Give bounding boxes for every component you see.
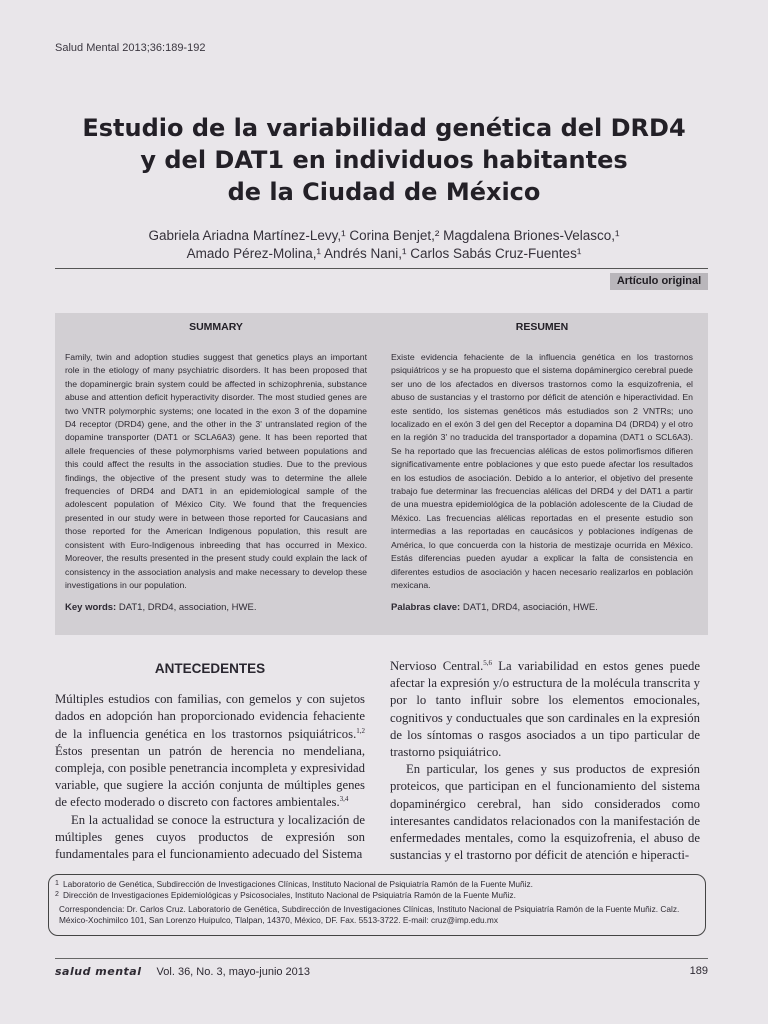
footnote-1 bbox=[49, 879, 705, 890]
body-text: Éstos presentan un patrón de herencia no mendeliana, compleja, con posible penetrancia incompleta y expresividad variable, que sugiere la acción conjunta de múltiples genes de efecto moderado o discreto con factores ambientales. bbox=[55, 743, 365, 810]
footer-divider bbox=[55, 958, 708, 959]
title-line-1: Estudio de la variabilidad genética del DRD4 bbox=[82, 114, 686, 142]
summary-keywords-value: DAT1, DRD4, association, HWE. bbox=[118, 602, 257, 613]
authors-line-1: Gabriela Ariadna Martínez-Levy,¹ Corina Benjet,² Magdalena Briones-Velasco,¹ bbox=[148, 228, 620, 243]
title-divider bbox=[55, 268, 708, 269]
citation-ref: 5,6 bbox=[483, 658, 493, 667]
body-text: Múltiples estudios con familias, con gemelos y con sujetos dados en adopción han proporcionado evidencia fehaciente de la influencia genética en los trastornos psiquiátricos. bbox=[55, 692, 365, 741]
page-number: 189 bbox=[689, 965, 708, 977]
resumen-keywords-label: Palabras clave: bbox=[391, 602, 461, 613]
body-paragraph bbox=[55, 691, 365, 811]
section-heading-antecedentes: ANTECEDENTES bbox=[154, 661, 266, 676]
issue-info: Vol. 36, No. 3, mayo-junio 2013 bbox=[156, 966, 311, 978]
body-text: Nervioso Central. bbox=[390, 659, 484, 673]
resumen-keywords bbox=[391, 602, 598, 613]
summary-heading: SUMMARY bbox=[189, 321, 243, 333]
resumen-keywords-value: DAT1, DRD4, asociación, HWE. bbox=[462, 602, 598, 613]
resumen-heading: RESUMEN bbox=[515, 321, 569, 333]
article-title bbox=[40, 112, 728, 208]
citation-ref: 3,4 bbox=[339, 795, 349, 804]
summary-keywords-label: Key words: bbox=[65, 602, 117, 613]
resumen-text: Existe evidencia fehaciente de la influencia genética en los trastornos psiquiátricos y se ha propuesto que el sistema dopáminergico cerebral puede ser uno de los afectados en diversos trastornos como la esquizofrenia, el abuso de sustancias y el trastorno por déficit de atención e hiperactividad. En este sentido, los sistemas genéticos más estudiados son 2 VNTRs; uno localizado en el exón 3 del gen del Receptor a dopamina D4 (DRD4) y el otro en la región 3' no traducida del transportador a dopamina (DAT1 o SCL6A3). Se ha reportado que las frecuencias alélicas de estos polimorfismos difieren significativamente entre poblaciones y que esto puede afectar los resultados en los estudios de asociación. Debido a lo anterior, el objetivo del presente trabajo fue determinar las frecuencias alélicas del DRD4 y del DAT1 a partir de una muestra epidemiológica de la población adolescente de la Ciudad de México. Las frecuencias alélicas reportadas en el presente estudio son intermedias a las reportadas en caucásicos y poblaciones indígenas de América, lo que concuerda con la historia de mestizaje ocurrida en México. Estás diferencias pueden ayudar a explicar la falta de consistencia en diferentes estudios de asociación y hacen necesario realizarlos en población mexicana. bbox=[391, 352, 693, 590]
article-type-badge: Artículo original bbox=[610, 273, 708, 290]
body-paragraph: En particular, los genes y sus productos de expresión proteicos, que participan en el funcionamiento del sistema dopaminérgico cerebral, han sido considerados como interesantes candidatos relacionados con la manifestación de enfermedades mentales, como la esquizofrenia, el abuso de sustancias y el trastorno por déficit de atención e hiperacti- bbox=[390, 762, 700, 863]
body-column-left bbox=[55, 658, 365, 863]
body-paragraph bbox=[390, 658, 700, 761]
footnote-marker: 2 bbox=[55, 891, 59, 898]
author-list bbox=[40, 227, 728, 263]
body-paragraph: En la actualidad se conoce la estructura y localización de múltiples genes cuyos productos de expresión son fundamentales para el funcionamiento adecuado del Sistema bbox=[55, 812, 365, 862]
affiliations-box bbox=[48, 874, 706, 936]
footnote-text: Dirección de Investigaciones Epidemiológicas y Psicosociales, Instituto Nacional de Psiquiatría Ramón de la Fuente Muñiz. bbox=[63, 890, 516, 900]
summary-column bbox=[65, 313, 367, 592]
citation-ref: 1,2 bbox=[356, 726, 365, 735]
abstract-panel bbox=[55, 313, 708, 635]
summary-keywords bbox=[65, 602, 256, 613]
footnote-2 bbox=[49, 890, 705, 901]
resumen-column bbox=[391, 313, 693, 592]
body-column-right bbox=[390, 658, 700, 864]
running-head: Salud Mental 2013;36:189-192 bbox=[55, 42, 206, 54]
title-line-2: y del DAT1 en individuos habitantes bbox=[140, 146, 628, 174]
body-text: La variabilidad en estos genes puede afectar la expresión y/o estructura de la molécula transcrita y por lo tanto influir sobre los elementos emocionales, cognitivos y conductuales que son cardinales en la expresión de los síntomas o rasgos asociados a un tipo particular de trastorno psiquiátrico. bbox=[390, 659, 700, 760]
footnote-marker: 1 bbox=[55, 880, 59, 887]
title-line-3: de la Ciudad de México bbox=[227, 178, 541, 206]
footnote-text: Laboratorio de Genética, Subdirección de Investigaciones Clínicas, Instituto Nacional de Psiquiatría Ramón de la Fuente Muñiz. bbox=[63, 879, 533, 889]
authors-line-2: Amado Pérez-Molina,¹ Andrés Nani,¹ Carlos Sabás Cruz-Fuentes¹ bbox=[186, 246, 582, 261]
journal-logo: salud mental bbox=[55, 965, 142, 978]
correspondence-note: Correspondencia: Dr. Carlos Cruz. Laboratorio de Genética, Subdirección de Investigaciones Clínicas, Instituto Nacional de Psiquiatría Ramón de la Fuente Muñiz. Calz. México-Xochimilco 101, San Lorenzo Huipulco, Tlalpan, 14370, México, DF. Fax. 5513-3722. E-mail: cruz@imp.edu.mx bbox=[59, 904, 680, 925]
journal-footer bbox=[55, 965, 310, 978]
summary-text: Family, twin and adoption studies suggest that genetics plays an important role in the etiology of many psychiatric disorders. It has been proposed that the dopaminergic brain system could be affected in schizophrenia, substance abuse and attention deficit hyperactivity disorder. The most studied genes are two VNTR polymorphic systems; one located in the exon 3 of the dopamine D4 receptor (DRD4) gene, and the other in the 3' untranslated region of the dopamine transporter (DAT1 or SCLA6A3) gene. It has been reported that allele frequencies of these polymorphisms varied between populations and this could affect the results in the association studies. Due to the previous findings, the objective of the present study was to determine the allele frequencies of DRD4 and DAT1 in an epidemiological sample of the adolescent population of México City. We found that the frequencies presented in our study were in between those reported for Caucasians and those reported for the American Indigenous population, this result are consistent with Euro-Indigenous inbreeding that has occurred in Mexico. Moreover, the results presented in the present study could explain the lack of consistency in the association analysis and make necessary to develop these investigations in our population. bbox=[65, 352, 367, 590]
